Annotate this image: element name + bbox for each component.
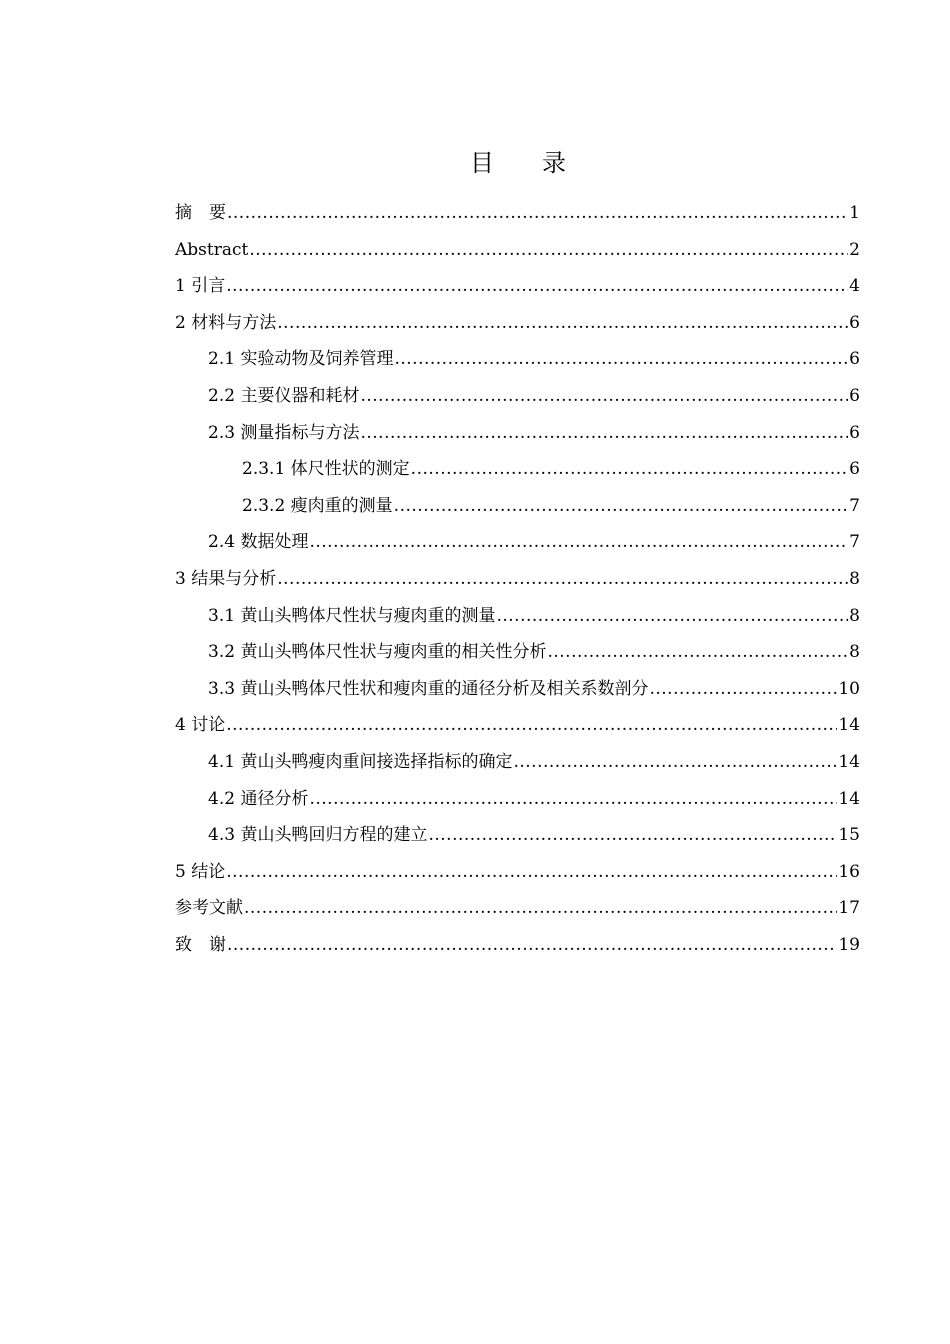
toc-entry-page-number: 7	[849, 495, 860, 516]
toc-entry[interactable]	[175, 817, 860, 854]
toc-entry[interactable]	[175, 927, 860, 964]
toc-entry[interactable]	[175, 378, 860, 415]
toc-entry-page-number: 10	[838, 678, 860, 699]
toc-entry-label: 1 引言	[175, 276, 226, 297]
toc-entry-label: 3.3 黄山头鸭体尺性状和瘦肉重的通径分析及相关系数剖分	[208, 678, 649, 699]
toc-entry-page-number: 6	[849, 385, 860, 406]
page-title	[0, 146, 950, 180]
toc-entry[interactable]	[175, 854, 860, 891]
toc-entry[interactable]	[175, 671, 860, 708]
toc-entry-label: 4.1 黄山头鸭瘦肉重间接选择指标的确定	[208, 751, 513, 772]
toc-entry-page-number: 7	[849, 532, 860, 553]
toc-entry-page-number: 4	[849, 276, 860, 297]
toc-entry-label: Abstract	[175, 239, 249, 260]
toc-entry[interactable]	[175, 488, 860, 525]
toc-leader-dots	[226, 707, 837, 743]
toc-entry[interactable]	[175, 451, 860, 488]
toc-entry[interactable]	[175, 341, 860, 378]
toc-leader-dots	[411, 451, 849, 487]
toc-entry-page-number: 17	[838, 898, 860, 919]
toc-entry-label: 2.4 数据处理	[208, 532, 309, 553]
toc-entry[interactable]	[175, 268, 860, 305]
toc-entry[interactable]	[175, 634, 860, 671]
toc-entry-page-number: 16	[838, 861, 860, 882]
toc-leader-dots	[244, 890, 837, 926]
toc-entry-page-number: 2	[849, 239, 860, 260]
toc-entry-label: 2.3 测量指标与方法	[208, 422, 360, 443]
toc-entry-label: 致 谢	[175, 934, 226, 955]
toc-leader-dots	[513, 744, 837, 780]
toc-entry-label: 参考文献	[175, 898, 243, 919]
toc-leader-dots	[428, 817, 837, 853]
title-char-2: 录	[542, 149, 566, 177]
toc-entry-label: 5 结论	[175, 861, 226, 882]
toc-entry-page-number: 14	[838, 715, 860, 736]
toc-leader-dots	[360, 378, 848, 414]
toc-entry-label: 2 材料与方法	[175, 312, 277, 333]
toc-leader-dots	[649, 671, 837, 707]
toc-leader-dots	[394, 488, 849, 524]
toc-entry-label: 3.2 黄山头鸭体尺性状与瘦肉重的相关性分析	[208, 642, 547, 663]
title-char-1: 目	[470, 149, 494, 177]
toc-entry-page-number: 14	[838, 751, 860, 772]
toc-entry-label: 4 讨论	[175, 715, 226, 736]
toc-entry-page-number: 6	[849, 312, 860, 333]
toc-entry[interactable]	[175, 598, 860, 635]
toc-entry[interactable]	[175, 524, 860, 561]
toc-entry-page-number: 19	[838, 934, 860, 955]
toc-leader-dots	[309, 781, 837, 817]
toc-leader-dots	[547, 634, 848, 670]
toc-entry-label: 4.2 通径分析	[208, 788, 309, 809]
toc-entry-label: 2.1 实验动物及饲养管理	[208, 349, 394, 370]
toc-entry[interactable]	[175, 890, 860, 927]
toc-entry[interactable]	[175, 232, 860, 269]
table-of-contents	[175, 195, 860, 963]
toc-entry-label: 3.1 黄山头鸭体尺性状与瘦肉重的测量	[208, 605, 496, 626]
toc-entry-page-number: 8	[849, 605, 860, 626]
toc-entry-label: 3 结果与分析	[175, 568, 277, 589]
toc-entry-label: 2.3.2 瘦肉重的测量	[242, 495, 393, 516]
toc-entry-label: 4.3 黄山头鸭回归方程的建立	[208, 825, 428, 846]
toc-entry-page-number: 6	[849, 422, 860, 443]
toc-entry-label: 2.2 主要仪器和耗材	[208, 385, 360, 406]
toc-leader-dots	[394, 341, 848, 377]
toc-entry[interactable]	[175, 561, 860, 598]
toc-entry[interactable]	[175, 195, 860, 232]
toc-entry-label: 摘 要	[175, 203, 226, 223]
toc-entry-label: 2.3.1 体尺性状的测定	[242, 459, 410, 480]
toc-entry-page-number: 14	[838, 788, 860, 809]
toc-leader-dots	[277, 305, 848, 341]
toc-entry-page-number: 6	[849, 349, 860, 370]
toc-entry[interactable]	[175, 781, 860, 818]
toc-entry[interactable]	[175, 744, 860, 781]
toc-entry-page-number: 15	[838, 825, 860, 846]
toc-leader-dots	[309, 524, 848, 560]
toc-leader-dots	[227, 195, 848, 231]
toc-leader-dots	[226, 268, 848, 304]
toc-leader-dots	[249, 232, 848, 268]
toc-entry-page-number: 8	[849, 568, 860, 589]
toc-leader-dots	[360, 415, 848, 451]
toc-entry-page-number: 6	[849, 459, 860, 480]
toc-leader-dots	[496, 598, 848, 634]
toc-leader-dots	[226, 854, 837, 890]
toc-entry-page-number: 1	[849, 203, 860, 223]
toc-leader-dots	[277, 561, 848, 597]
toc-entry[interactable]	[175, 305, 860, 342]
toc-leader-dots	[227, 927, 837, 963]
toc-entry[interactable]	[175, 707, 860, 744]
toc-entry[interactable]	[175, 415, 860, 452]
toc-entry-page-number: 8	[849, 642, 860, 663]
